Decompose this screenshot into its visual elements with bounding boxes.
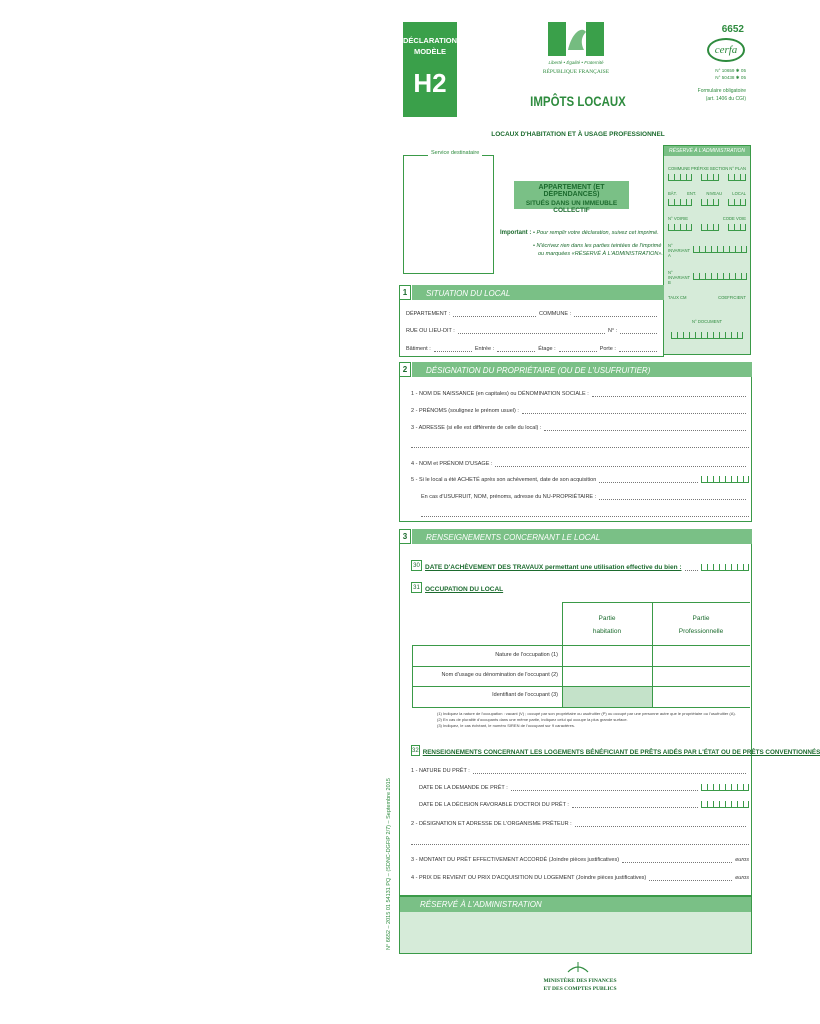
admin-code-boxes [728,224,746,231]
admin-title: RÉSERVÉ À L'ADMINISTRATION [664,146,750,156]
admin-row-local-item: ENT. [687,191,697,196]
cost-price-unit: euros [735,875,749,881]
col-habitation-2: habitation [592,628,622,635]
admin-footer [399,896,752,954]
departement-field[interactable] [453,310,536,317]
admin-row-plan-boxes [664,174,750,181]
identifiant-shade [563,687,652,707]
admin-code-boxes [668,199,692,206]
admin-taux-row [664,295,750,300]
porte-field[interactable] [619,345,657,352]
admin-code-boxes [693,246,747,253]
cost-price-field[interactable] [649,874,732,881]
section2-frame [399,377,752,522]
admin-taux: TAUX CM [668,295,687,300]
loan-amount-unit: euros [735,857,749,863]
mandatory-form: Formulaire obligatoire [697,88,746,94]
admin-code-boxes [728,199,746,206]
rue-label: RUE OU LIEU-DIT : [406,328,455,334]
admin-row-voirie [664,216,750,221]
cerfa-text: cerfa [714,44,738,56]
q30-title: DATE D'ACHÈVEMENT DES TRAVAUX permettant une utilisation effective du bien : [425,564,682,571]
numero-label: N° : [607,328,618,334]
appartement-line1: APPARTEMENT (ET DÉPENDANCES) [538,184,605,198]
owner-address-field[interactable] [544,424,746,431]
owner-firstname-label: 2 - PRÉNOMS (soulignez le prénom usuel) : [411,408,519,414]
admin-row-local-item: NIVEAU [706,191,723,196]
loan-decision-boxes[interactable] [701,801,749,808]
acquisition-date-dots [599,476,698,483]
admin-invariant-b [664,267,750,285]
ministry-line2: ET DES COMPTES PUBLICS [543,986,617,992]
section1-title: SITUATION DU LOCAL [412,285,664,300]
loan-nature-field[interactable] [473,767,746,774]
admin-row-voirie-item: N° VOIRIE [668,216,689,221]
porte-label: Porte : [599,346,616,352]
admin-coefficient: COEFFICIENT [718,295,746,300]
admin-code-boxes [671,332,743,339]
marianne-logo [548,22,604,58]
admin-row-local [664,191,750,196]
owner-address-field-2[interactable] [411,441,749,448]
section1-number: 1 [399,285,411,300]
admin-code-boxes [728,174,746,181]
admin-fields [664,166,750,339]
q30-dots [685,564,698,571]
note-2: (2) En cas de pluralité d'occupants dans une même partie, indiquez celui qui occupe la plus grande surface. [437,717,628,722]
owner-name-field[interactable] [592,390,746,397]
side-reference: N° 6652 – 2015 01 54131 PQ – (SDNC-DGFiP 2/7) – Septembre 2015 [386,778,392,950]
loan-amount-field[interactable] [622,856,732,863]
etage-field[interactable] [559,345,597,352]
important-2: • N'écrivez rien dans les parties teintées de l'imprimé [533,243,662,249]
admin-code-boxes [701,174,719,181]
subtitle: LOCAUX D'HABITATION ET À USAGE PROFESSIONNEL [491,131,665,138]
col-pro-1: Partie [692,615,710,622]
numero-field[interactable] [620,327,657,334]
rue-field[interactable] [458,327,605,334]
admin-invariant-b-label: N° INVARIANT B [668,270,690,285]
admin-row-plan-item: COMMUNE [668,166,691,171]
section3-title: RENSEIGNEMENTS CONCERNANT LE LOCAL [412,529,752,544]
admin-row-local-item: BÂT. [668,191,677,196]
loan-decision-label: DATE DE LA DÉCISION FAVORABLE D'OCTROI DU PRÊT : [419,802,569,808]
occupation-table [412,602,750,707]
mandatory-article: (art. 1406 du CGI) [705,96,746,102]
admin-row-plan [664,166,750,171]
main-title: IMPÔTS LOCAUX [530,93,626,109]
entree-field[interactable] [497,345,535,352]
owner-address-label: 3 - ADRESSE (si elle est différente de celle du local) : [411,425,542,431]
cerfa-logo [707,38,745,62]
admin-invariant-a-label: N° INVARIANT A [668,243,690,258]
loan-request-boxes[interactable] [701,784,749,791]
usufruct-label: En cas d'USUFRUIT, NOM, prénoms, adresse du NU-PROPRIÉTAIRE : [421,494,597,500]
q31-number: 31 [411,582,422,593]
form-number: 6652 [721,24,744,35]
admin-footer-title: RÉSERVÉ À L'ADMINISTRATION [400,897,751,912]
declaration-title-2: MODÈLE [413,47,447,56]
loan-request-label: DATE DE LA DEMANDE DE PRÊT : [419,785,508,791]
appartement-line2: SITUÉS DANS UN IMMEUBLE COLLECTIF [525,200,618,214]
cerfa-number-1: N° 10659 ✱ 05 [715,68,746,73]
service-label: Service destinataire [428,150,482,156]
admin-document-boxes [664,332,750,339]
cerfa-number-2: N° 50438 ✱ 05 [715,75,746,80]
lender-label: 2 - DÉSIGNATION ET ADRESSE DE L'ORGANISME PRÊTEUR : [411,821,572,827]
service-box[interactable] [403,155,494,274]
cost-price-label: 4 - PRIX DE REVIENT OU PRIX D'ACQUISITION DU LOGEMENT (Joindre pièces justificatives) [411,875,647,881]
lender-field[interactable] [575,820,746,827]
important-3: ou marquées «RÉSERVÉ À L'ADMINISTRATION». [538,251,663,257]
q30-number: 30 [411,560,422,571]
admin-code-boxes [701,224,719,231]
admin-document [664,310,750,328]
entree-label: Entrée : [474,346,495,352]
departement-label: DÉPARTEMENT : [406,311,451,317]
row-nature: Nature de l'occupation (1) [495,652,558,658]
q30-date-boxes[interactable] [701,564,749,571]
ministry-emblem [566,960,590,974]
batiment-field[interactable] [434,345,472,352]
batiment-label: Bâtiment : [406,346,431,352]
admin-invariant-a [664,240,750,258]
admin-code-boxes [668,224,692,231]
important-1: • Pour remplir votre déclaration, suivez cet imprimé. [533,230,659,236]
important-label: Important : [500,230,532,236]
owner-name-label: 1 - NOM DE NAISSANCE (en capitales) ou DÉNOMINATION SOCIALE : [411,391,589,397]
commune-field[interactable] [574,310,657,317]
etage-label: Étage : [538,346,556,352]
declaration-model-box [403,22,457,117]
admin-code-boxes [693,273,747,280]
admin-row-plan-item: PRÉFIXE [690,166,709,171]
row-occupant-name: Nom d'usage ou dénomination de l'occupant (2) [441,672,558,678]
lender-field-2[interactable] [411,838,749,845]
section2-title: DÉSIGNATION DU PROPRIÉTAIRE (OU DE L'USUFRUITIER) [412,362,752,377]
republic-label: RÉPUBLIQUE FRANÇAISE [542,69,610,75]
col-pro-2: Professionnelle [678,628,724,635]
owner-firstname-field[interactable] [522,407,746,414]
ministry-line1: MINISTÈRE DES FINANCES [543,978,617,984]
admin-row-voirie-boxes [664,224,750,231]
note-1: (1) Indiquez la nature de l'occupation : vacant (V) ; occupé par son propriétaire ou usufruitier (P) ou occupé par une personne autre que le propriétaire ou l'usufruitier (A). [437,711,736,716]
admin-row-local-boxes [664,199,750,206]
usage-name-label: 4 - NOM et PRÉNOM D'USAGE : [411,461,493,467]
loan-amount-label: 3 - MONTANT DU PRÊT EFFECTIVEMENT ACCORDÉ (Joindre pièces justificatives) [411,857,620,863]
model-code: H2 [413,68,447,98]
loan-decision-dots [572,801,698,808]
q31-title: OCCUPATION DU LOCAL [425,586,504,593]
admin-box [663,145,751,355]
motto: Liberté • Égalité • Fraternité [548,60,604,65]
admin-row-local-item: LOCAL [732,191,746,196]
loan-request-dots [511,784,698,791]
section2-number: 2 [399,362,411,377]
admin-row-plan-item: N° PLAN [729,166,746,171]
appartement-box [514,181,629,214]
col-habitation-1: Partie [598,615,616,622]
admin-code-boxes [701,199,719,206]
loan-nature-label: 1 - NATURE DU PRÊT : [411,768,470,774]
admin-row-voirie-item: CODE VOIE [722,216,746,221]
commune-label: COMMUNE : [538,311,572,317]
admin-code-boxes [668,174,692,181]
note-3: (3) Indiquez, le cas échéant, le numéro SIREN de l'occupant sur 9 caractères. [437,723,575,728]
usufruct-field-2[interactable] [421,510,749,517]
q32-number: 32 [411,745,420,756]
usage-name-field[interactable] [495,460,746,467]
q32-title: RENSEIGNEMENTS CONCERNANT LES LOGEMENTS BÉNÉFICIANT DE PRÊTS AIDÉS PAR L'ÉTAT OU DE PRÊTS CONVENTIONNÉS [422,749,820,756]
acquisition-date-boxes[interactable] [701,476,749,483]
usufruct-field[interactable] [599,493,746,500]
row-occupant-id: Identifiant de l'occupant (3) [492,692,558,698]
admin-row-plan-item: SECTION [709,166,729,171]
admin-document-label: N° DOCUMENT [691,319,723,324]
section3-number: 3 [399,529,411,544]
acquisition-date-label: 5 - Si le local a été ACHETÉ après son achèvement, date de son acquisition [411,477,597,483]
declaration-title-1: DÉCLARATION [403,36,458,45]
